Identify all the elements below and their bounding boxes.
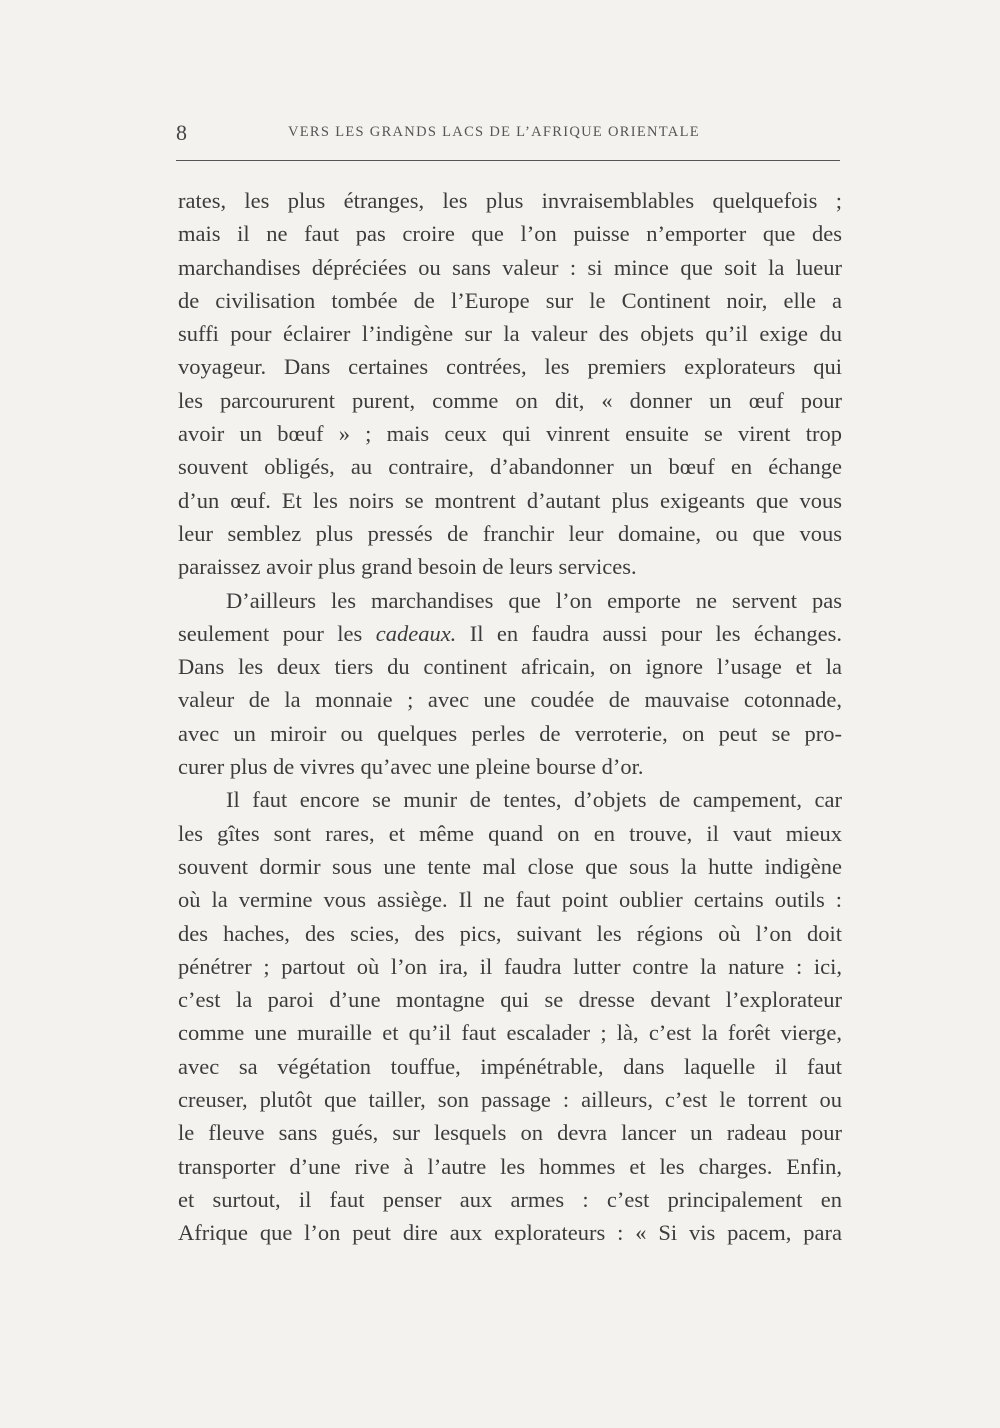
text-line: d’un œuf. Et les noirs se montrent d’autant plus exigeants que vous [178, 487, 842, 513]
text-line: valeur de la monnaie ; avec une coudée de mauvaise cotonnade, [178, 687, 842, 713]
text-line: rates, les plus étranges, les plus invraisemblables quelquefois ; [178, 188, 842, 213]
text-line: le fleuve sans gués, sur lesquels on devra lancer un radeau pour [178, 1120, 842, 1146]
text-line: c’est la paroi d’une montagne qui se dresse devant l’explorateur [178, 987, 842, 1013]
text-line: marchandises dépréciées ou sans valeur : si mince que soit la lueur [178, 254, 842, 280]
text-line: avec un miroir ou quelques perles de verroterie, on peut se pro- [178, 720, 842, 746]
text-line: leur semblez plus pressés de franchir leur domaine, ou que vous [178, 520, 842, 546]
text-line [178, 617, 842, 650]
text-line: Afrique que l’on peut dire aux explorateurs : « Si vis pacem, para [178, 1220, 842, 1246]
text-line: avoir un bœuf » ; mais ceux qui vinrent ensuite se virent trop [178, 421, 842, 447]
paragraph-2 [178, 584, 842, 784]
text-line: mais il ne faut pas croire que l’on puisse n’emporter que des [178, 221, 842, 247]
text-line: pénétrer ; partout où l’on ira, il faudra lutter contre la nature : ici, [178, 953, 842, 979]
text-line: D’ailleurs les marchandises que l’on emporte ne servent pas [226, 587, 842, 613]
text-line: comme une muraille et qu’il faut escalader ; là, c’est la forêt vierge, [178, 1020, 842, 1046]
text-line: où la vermine vous assiège. Il ne faut point oublier certains outils : [178, 887, 842, 913]
text-line: creuser, plutôt que tailler, son passage : ailleurs, c’est le torrent ou [178, 1087, 842, 1113]
text-line: Dans les deux tiers du continent africain, on ignore l’usage et la [178, 654, 842, 680]
running-head [176, 120, 840, 150]
text-line: transporter d’une rive à l’autre les hommes et les charges. Enfin, [178, 1153, 842, 1179]
page-number: 8 [176, 120, 187, 145]
text-line: paraissez avoir plus grand besoin de leurs services. [178, 554, 637, 580]
text-line: les parcoururent purent, comme on dit, « donner un œuf pour [178, 387, 842, 413]
text-line: souvent dormir sous une tente mal close que sous la hutte indigène [178, 853, 842, 879]
paragraph-1 [178, 184, 842, 584]
text-segment: seulement pour les [178, 620, 376, 646]
text-line: les gîtes sont rares, et même quand on en trouve, il vaut mieux [178, 820, 842, 846]
text-line: et surtout, il faut penser aux armes : c’est principalement en [178, 1186, 842, 1212]
paragraph-3 [178, 783, 842, 1249]
body-text [178, 184, 842, 1250]
text-line: des haches, des scies, des pics, suivant les régions où l’on doit [178, 920, 842, 946]
text-line: de civilisation tombée de l’Europe sur le Continent noir, elle a [178, 287, 842, 313]
running-title: VERS LES GRANDS LACS DE L’AFRIQUE ORIENTALE [288, 124, 700, 140]
text-segment: Il en faudra aussi pour les échanges. [456, 620, 842, 646]
text-line: souvent obligés, au contraire, d’abandonner un bœuf en échange [178, 454, 842, 480]
text-line: suffi pour éclairer l’indigène sur la valeur des objets qu’il exige du [178, 321, 842, 347]
text-line: avec sa végétation touffue, impénétrable, dans laquelle il faut [178, 1053, 842, 1079]
italic-word: cadeaux. [375, 620, 457, 646]
text-line: curer plus de vivres qu’avec une pleine bourse d’or. [178, 754, 644, 780]
header-rule [176, 160, 840, 161]
text-line: voyageur. Dans certaines contrées, les premiers explorateurs qui [178, 354, 842, 380]
text-line: Il faut encore se munir de tentes, d’objets de campement, car [226, 787, 842, 813]
